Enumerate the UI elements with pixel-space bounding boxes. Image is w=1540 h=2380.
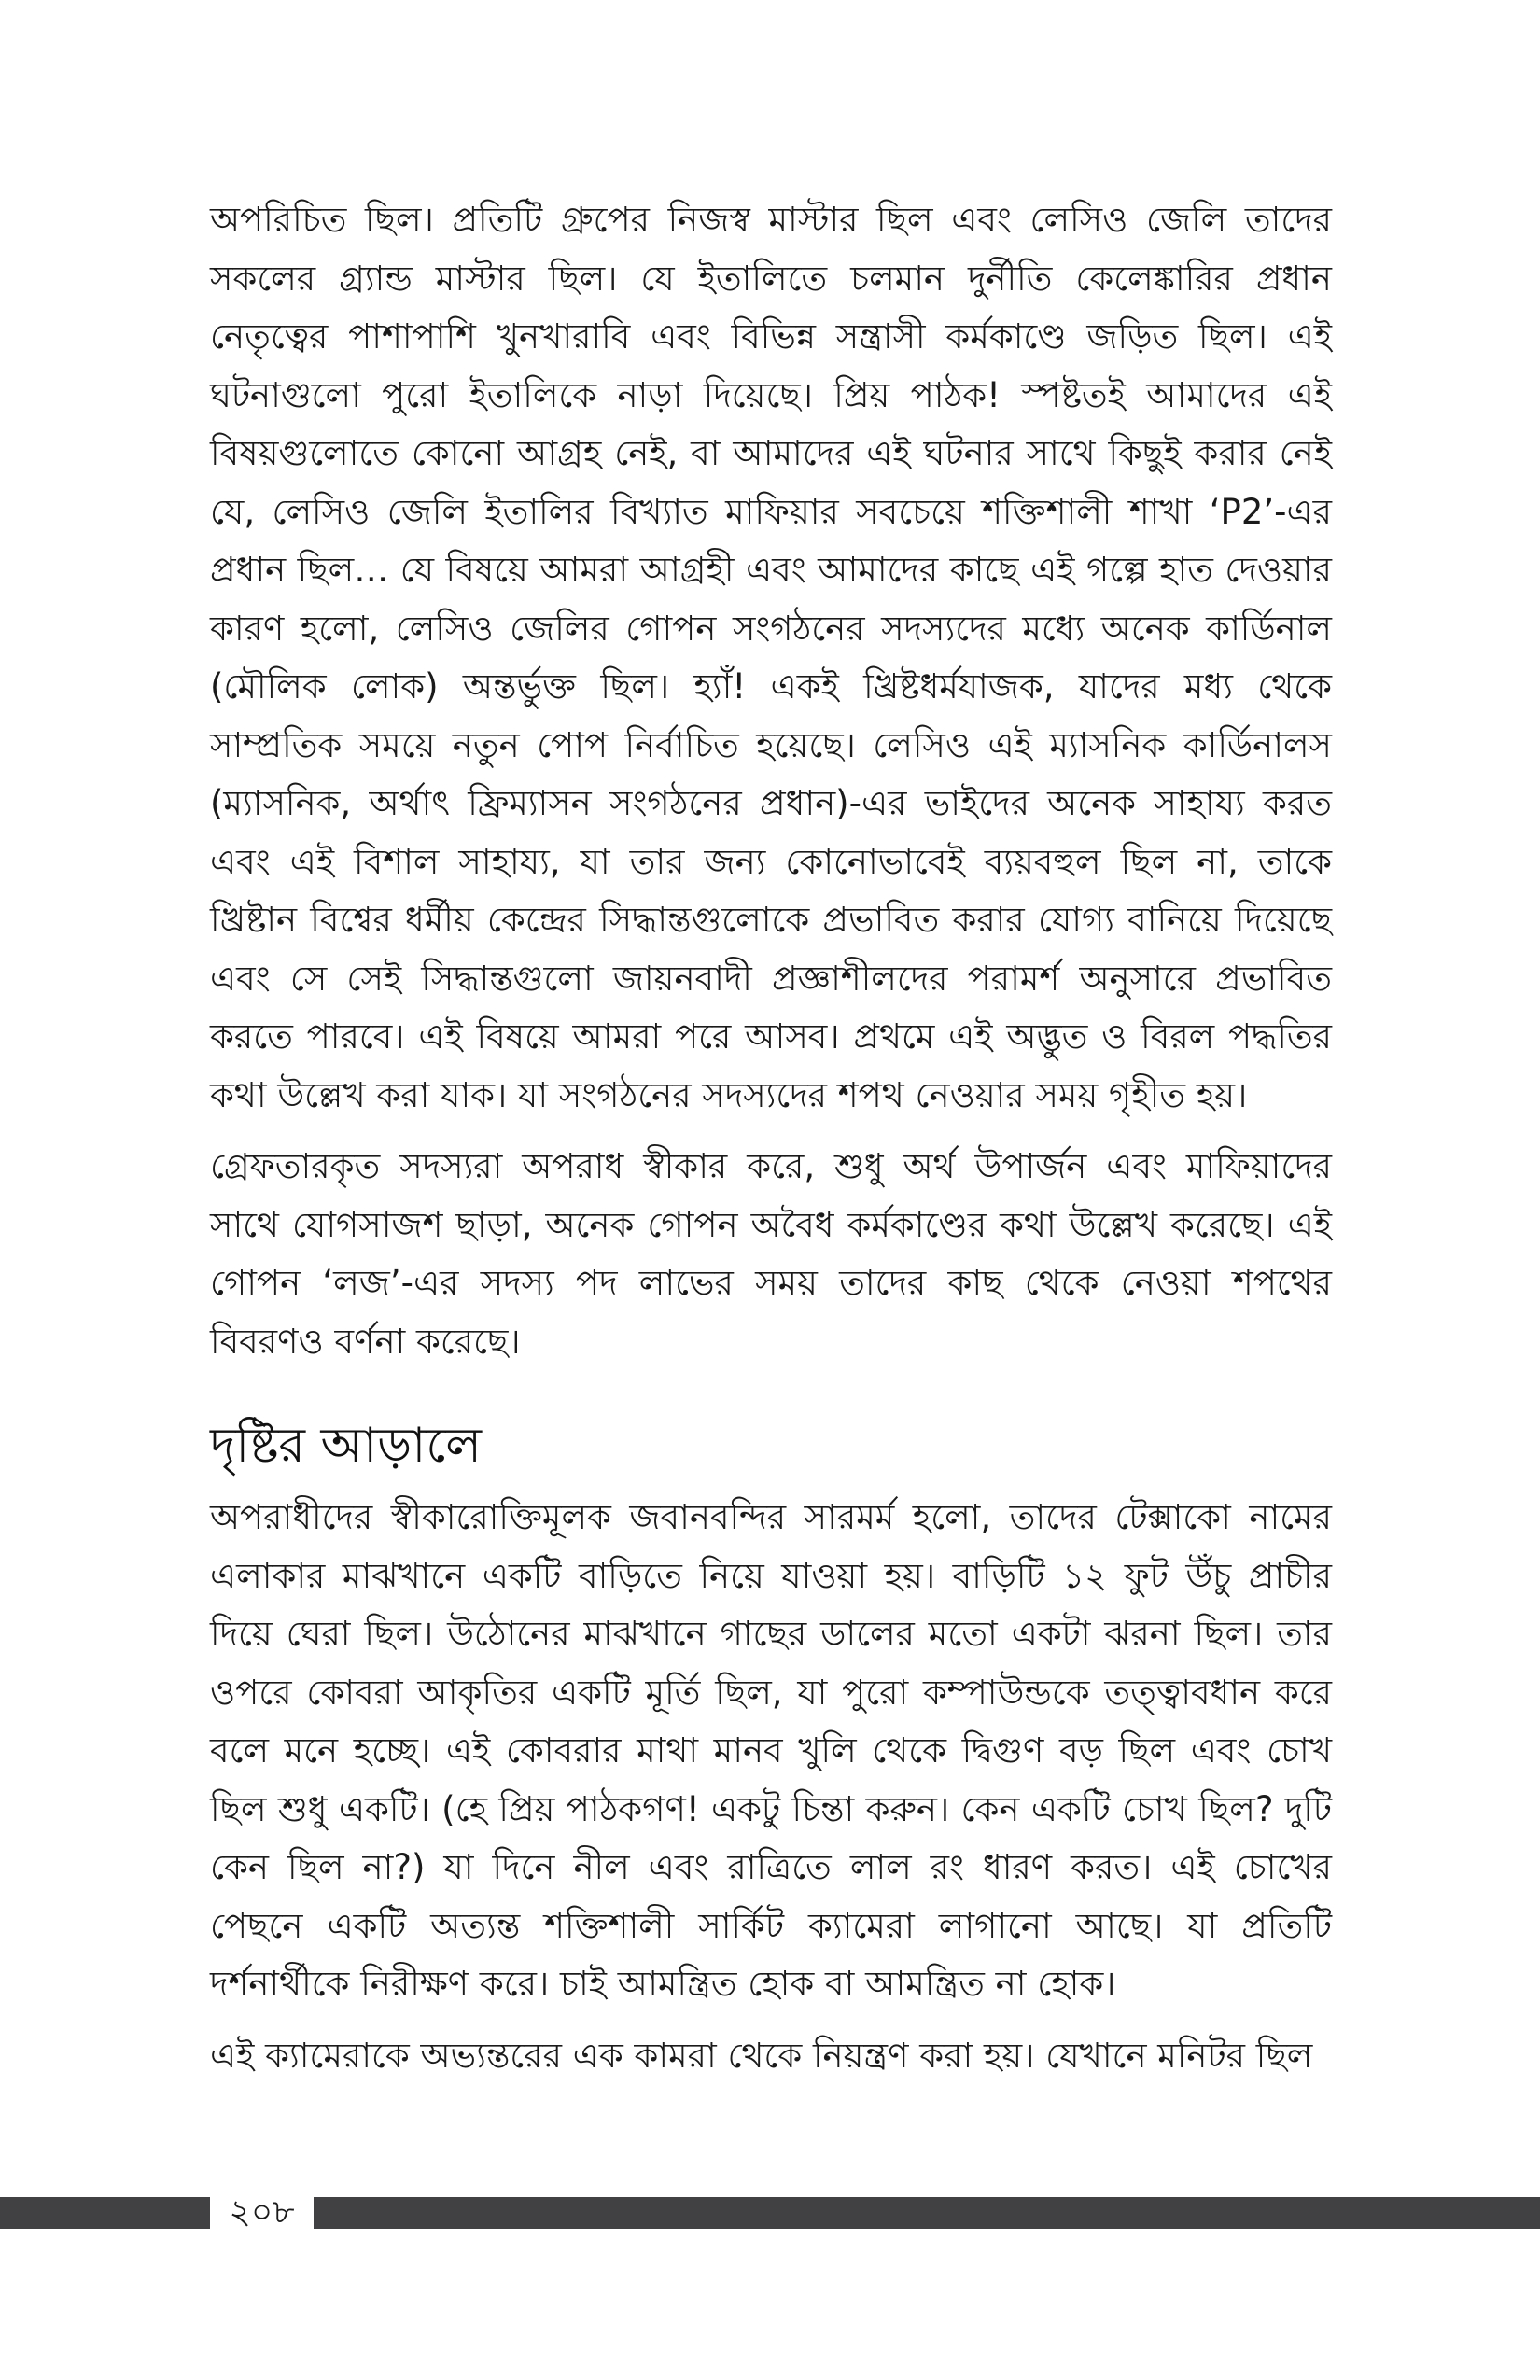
paragraph-2: গ্রেফতারকৃত সদস্যরা অপরাধ স্বীকার করে, শুধু অর্থ উপার্জন এবং মাফিয়াদের সাথে যোগসাজশ ছাড়া, অনেক গোপন অবৈধ কর্মকাণ্ডের কথা উল্লেখ করেছে। এই গোপন ‘লজ’-এর সদস্য পদ লাভের সময় তাদের কাছ থেকে নেওয়া শপথের বিবরণও বর্ণনা করেছে।	[210, 1146, 1332, 1362]
section-heading: দৃষ্টির আড়ালে	[210, 1418, 482, 1474]
page-number: ২০৮	[229, 2193, 295, 2232]
section-paragraph-2: এই ক্যামেরাকে অভ্যন্তরের এক কামরা থেকে নিয়ন্ত্রণ করা হয়। যেখানে মনিটর ছিল	[210, 2035, 1313, 2076]
section-paragraph-1: অপরাধীদের স্বীকারোক্তিমূলক জবানবন্দির সারমর্ম হলো, তাদের টেক্সাকো নামের এলাকার মাঝখানে একটি বাড়িতে নিয়ে যাওয়া হয়। বাড়িটি ১২ ফুট উঁচু প্রাচীর দিয়ে ঘেরা ছিল। উঠোনের মাঝখানে গাছের ডালের মতো একটা ঝরনা ছিল। তার ওপরে কোবরা আকৃতির একটি মূর্তি ছিল, যা পুরো কম্পাউন্ডকে তত্ত্বাবধান করে বলে মনে হচ্ছে। এই কোবরার মাথা মানব খুলি থেকে দ্বিগুণ বড় ছিল এবং চোখ ছিল শুধু একটি। (হে প্রিয় পাঠকগণ! একটু চিন্তা করুন। কেন একটি চোখ ছিল? দুটি কেন ছিল না?) যা দিনে নীল এবং রাত্রিতে লাল রং ধারণ করত। এই চোখের পেছনে একটি অত্যন্ত শক্তিশালী সার্কিট ক্যামেরা লাগানো আছে। যা প্রতিটি দর্শনার্থীকে নিরীক্ষণ করে। চাই আমন্ত্রিত হোক বা আমন্ত্রিত না হোক।	[210, 1497, 1332, 2004]
footer-bar-right	[314, 2197, 1540, 2229]
page-body	[210, 191, 1332, 2085]
footer-bar-left	[0, 2197, 210, 2229]
paragraph-1: অপরিচিত ছিল। প্রতিটি গ্রুপের নিজস্ব মাস্টার ছিল এবং লেসিও জেলি তাদের সকলের গ্র্যান্ড মাস্টার ছিল। যে ইতালিতে চলমান দুর্নীতি কেলেঙ্কারির প্রধান নেতৃত্বের পাশাপাশি খুনখারাবি এবং বিভিন্ন সন্ত্রাসী কর্মকাণ্ডে জড়িত ছিল। এই ঘটনাগুলো পুরো ইতালিকে নাড়া দিয়েছে। প্রিয় পাঠক! স্পষ্টতই আমাদের এই বিষয়গুলোতে কোনো আগ্রহ নেই, বা আমাদের এই ঘটনার সাথে কিছুই করার নেই যে, লেসিও জেলি ইতালির বিখ্যাত মাফিয়ার সবচেয়ে শক্তিশালী শাখা ‘P2’-এর প্রধান ছিল… যে বিষয়ে আমরা আগ্রহী এবং আমাদের কাছে এই গল্পে হাত দেওয়ার কারণ হলো, লেসিও জেলির গোপন সংগঠনের সদস্যদের মধ্যে অনেক কার্ডিনাল (মৌলিক লোক) অন্তর্ভুক্ত ছিল। হ্যাঁ! একই খ্রিষ্টধর্মযাজক, যাদের মধ্য থেকে সাম্প্রতিক সময়ে নতুন পোপ নির্বাচিত হয়েছে। লেসিও এই ম্যাসনিক কার্ডিনালস (ম্যাসনিক, অর্থাৎ ফ্রিম্যাসন সংগঠনের প্রধান)-এর ভাইদের অনেক সাহায্য করত এবং এই বিশাল সাহায্য, যা তার জন্য কোনোভাবেই ব্যয়বহুল ছিল না, তাকে খ্রিষ্টান বিশ্বের ধর্মীয় কেন্দ্রের সিদ্ধান্তগুলোকে প্রভাবিত করার যোগ্য বানিয়ে দিয়েছে এবং সে সেই সিদ্ধান্তগুলো জায়নবাদী প্রজ্ঞাশীলদের পরামর্শ অনুসারে প্রভাবিত করতে পারবে। এই বিষয়ে আমরা পরে আসব। প্রথমে এই অদ্ভুত ও বিরল পদ্ধতির কথা উল্লেখ করা যাক। যা সংগঠনের সদস্যদের শপথ নেওয়ার সময় গৃহীত হয়।	[210, 200, 1332, 1115]
